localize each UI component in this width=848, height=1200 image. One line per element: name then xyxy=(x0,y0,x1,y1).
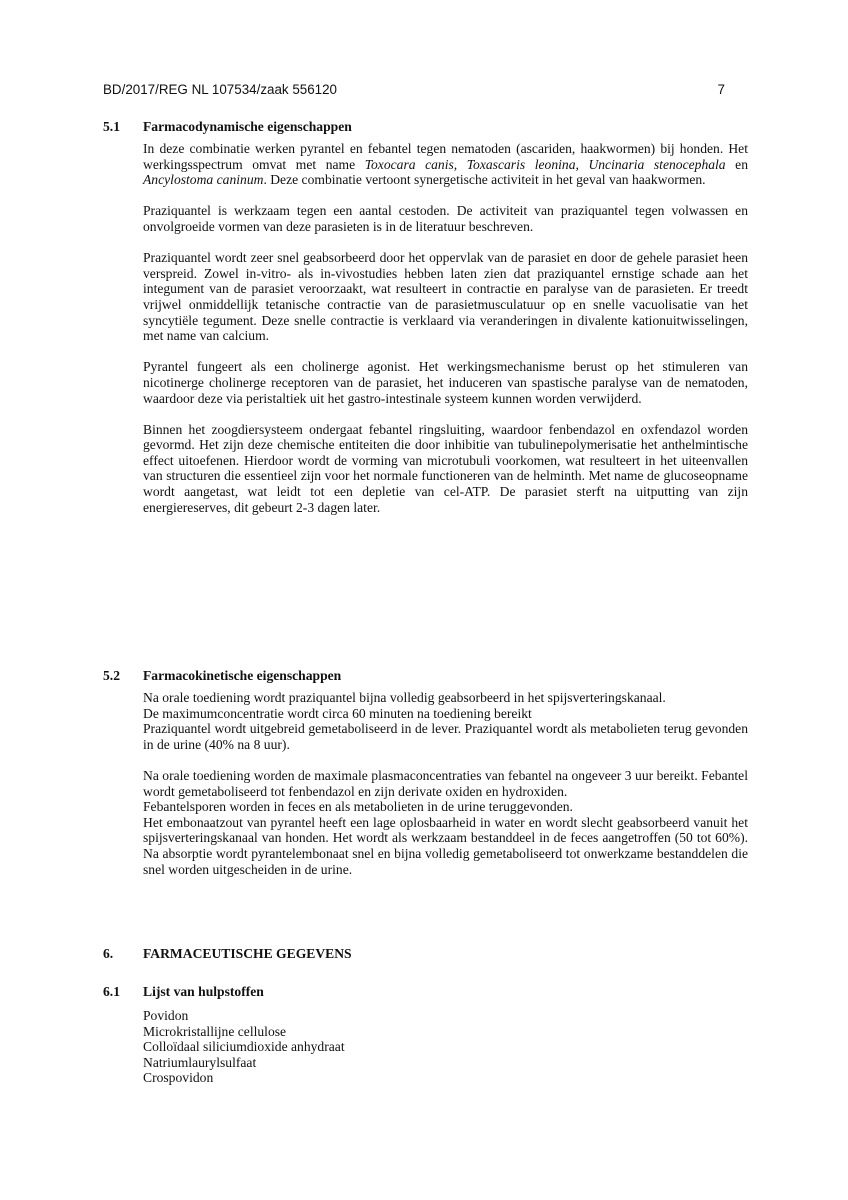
section-heading xyxy=(103,668,748,684)
section-number: 5.1 xyxy=(103,119,120,134)
excipient-item: Natriumlaurylsulfaat xyxy=(143,1054,257,1070)
section-6 xyxy=(103,946,748,962)
species-names: Toxocara canis, Toxascaris leonina, Uncinaria stenocephala xyxy=(364,156,726,172)
section-heading xyxy=(103,984,748,1000)
excipient-item: Povidon xyxy=(143,1008,189,1023)
text-line: Het embonaatzout van pyrantel heeft een lage oplosbaarheid in water en wordt slecht geabsorbeerd vanuit het spijsverteringskanaal van honden. Het wordt als werkzaam bestanddeel in de feces aangetroffen (50 tot 60%). Na absorptie wordt pyrantelembonaat snel en bijna volledig gemetaboliseerd tot onwerkzame bestanddelen die snel worden uitgescheiden in de urine. xyxy=(143,814,748,877)
excipient-item: Crospovidon xyxy=(143,1070,214,1086)
section-body xyxy=(143,690,748,877)
paragraph-praziquantel-activity: Praziquantel is werkzaam tegen een aantal cestoden. De activiteit van praziquantel tegen volwassen en onvolgroeide vormen van deze parasieten is in de literatuur beschreven. xyxy=(143,203,748,234)
species-name: Ancylostoma caninum xyxy=(143,172,264,188)
section-5-1 xyxy=(103,119,748,531)
section-title: Farmacodynamische eigenschappen xyxy=(143,119,352,134)
text-line: Na orale toediening worden de maximale plasmaconcentraties van febantel na ongeveer 3 uur bereikt. Febantel wordt gemetaboliseerd tot fenbendazol en zijn derivate oxiden en hydroxiden. xyxy=(143,767,748,799)
text-line: De maximumconcentratie wordt circa 60 minuten na toediening bereikt xyxy=(143,705,532,721)
document-reference: BD/2017/REG NL 107534/zaak 556120 xyxy=(103,82,338,97)
paragraph-febantel-pyrantel-kinetics xyxy=(143,768,748,877)
paragraph-praziquantel-kinetics xyxy=(143,690,748,752)
excipient-item: Colloïdaal siliciumdioxide anhydraat xyxy=(143,1039,345,1055)
section-title: Farmacokinetische eigenschappen xyxy=(143,668,342,683)
paragraph-spectrum xyxy=(143,141,748,188)
text-line: Na orale toediening wordt praziquantel bijna volledig geabsorbeerd in het spijsverteringskanaal. xyxy=(143,690,666,705)
paragraph-praziquantel-absorption: Praziquantel wordt zeer snel geabsorbeerd door het oppervlak van de parasiet en door de gehele parasiet heen verspreid. Zowel in-vitro- als in-vivostudies hebben laten zien dat praziquantel ernstige schade aan het integument van de parasiet veroorzaakt, wat resulteert in contractie en paralyse van de parasieten. Er treedt vrijwel onmiddellijk tetanische contractie van de parasietmusculatuur op en snelle vacuolisatie van het syncytiële tegument. Deze snelle contractie is verklaard via veranderingen in divalente kationuitwisselingen, met name van calcium. xyxy=(143,250,748,344)
section-number: 6.1 xyxy=(103,984,120,999)
section-title: FARMACEUTISCHE GEGEVENS xyxy=(143,946,352,961)
excipient-item: Microkristallijne cellulose xyxy=(143,1023,287,1039)
text-run: In deze combinatie werken pyrantel en febantel tegen nematoden (ascariden, haakwormen) bij honden. Het werkingsspectrum omvat met name xyxy=(143,141,748,172)
paragraph-pyrantel: Pyrantel fungeert als een cholinerge agonist. Het werkingsmechanisme berust op het stimuleren van nicotinerge cholinerge receptoren van de parasiet, het induceren van spastische paralyse van de nematoden, waardoor deze via peristaltiek uit het gastro-intestinale systeem kunnen worden verwijderd. xyxy=(143,359,748,406)
excipient-list xyxy=(143,1008,748,1086)
page-number: 7 xyxy=(717,82,725,97)
text-line: Febantelsporen worden in feces en als metabolieten in de urine teruggevonden. xyxy=(143,799,573,815)
text-run: en xyxy=(725,156,748,172)
section-number: 5.2 xyxy=(103,668,120,683)
text-line: Praziquantel wordt uitgebreid gemetaboliseerd in de lever. Praziquantel wordt als metabolieten terug gevonden in de urine (40% na 8 uur). xyxy=(143,721,748,752)
section-6-1 xyxy=(103,984,748,1086)
section-heading xyxy=(103,119,748,135)
section-title: Lijst van hulpstoffen xyxy=(143,984,264,999)
text-run: . Deze combinatie vertoont synergetische activiteit in het geval van haakwormen. xyxy=(263,172,706,188)
section-body xyxy=(143,141,748,515)
paragraph-febantel: Binnen het zoogdiersysteem ondergaat febantel ringsluiting, waardoor fenbendazol en oxfendazol worden gevormd. Het zijn deze chemische entiteiten die door inhibitie van tubulinepolymerisatie het anthelmintische effect uitoefenen. Hierdoor wordt de vorming van microtubuli voorkomen, wat resulteert in het uiteenvallen van structuren die essentieel zijn voor het normale functioneren van de helminth. Met name de glucoseopname wordt aangetast, wat leidt tot een depletie van cel-ATP. De parasiet sterft na uitputting van zijn energiereserves, dit gebeurt 2-3 dagen later. xyxy=(143,421,748,515)
section-number: 6. xyxy=(103,946,114,961)
section-heading xyxy=(103,946,748,962)
section-5-2 xyxy=(103,668,748,893)
